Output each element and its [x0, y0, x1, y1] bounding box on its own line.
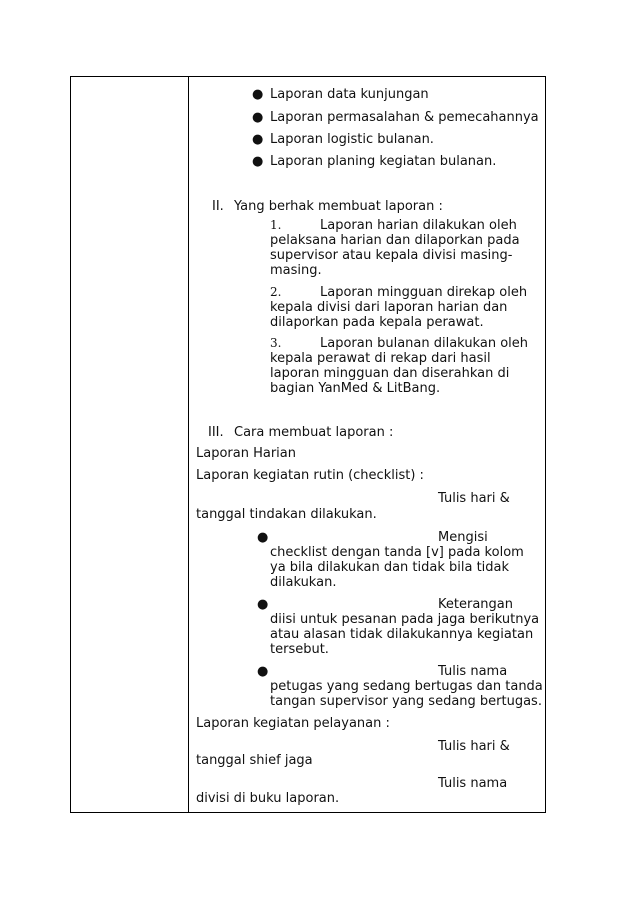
paragraph-line: Keterangan [438, 597, 513, 612]
paragraph-line: Tulis nama [438, 664, 508, 679]
bullet-icon: ● [252, 87, 264, 102]
paragraph-line: kepala divisi dari laporan harian dan [270, 300, 508, 315]
section-heading: Yang berhak membuat laporan : [234, 199, 443, 214]
paragraph-line: dilaporkan pada kepala perawat. [270, 315, 484, 330]
paragraph-line: Tulis hari & [438, 739, 510, 754]
item-number: 2. [270, 285, 282, 299]
list-item: Laporan logistic bulanan. [270, 132, 434, 147]
item-number: 1. [270, 218, 282, 232]
list-item: Laporan permasalahan & pemecahannya [270, 110, 539, 125]
paragraph-line: laporan mingguan dan diserahkan di [270, 366, 510, 381]
bullet-icon: ● [257, 664, 269, 679]
paragraph-line: masing. [270, 263, 322, 278]
paragraph-line: checklist dengan tanda [v] pada kolom [270, 545, 524, 560]
item-number: 3. [270, 336, 282, 350]
section-heading: Cara membuat laporan : [234, 425, 394, 440]
paragraph-line: Laporan harian dilakukan oleh [320, 218, 517, 233]
paragraph-line: diisi untuk pesanan pada jaga berikutnya [270, 612, 540, 627]
table-column-divider [188, 76, 189, 813]
paragraph-line: atau alasan tidak dilakukannya kegiatan [270, 627, 534, 642]
paragraph-line: tanggal shief jaga [196, 753, 313, 768]
bullet-icon: ● [257, 597, 269, 612]
bullet-icon: ● [252, 110, 264, 125]
paragraph-line: Laporan bulanan dilakukan oleh [320, 336, 528, 351]
subheading: Laporan Harian [196, 446, 297, 461]
paragraph-line: Laporan mingguan direkap oleh [320, 285, 528, 300]
paragraph-line: pelaksana harian dan dilaporkan pada [270, 233, 520, 248]
paragraph-line: dilakukan. [270, 575, 337, 590]
paragraph-line: Mengisi [438, 530, 488, 545]
bullet-icon: ● [252, 132, 264, 147]
paragraph-line: tangan supervisor yang sedang bertugas. [270, 694, 542, 709]
paragraph-line: petugas yang sedang bertugas dan tanda [270, 679, 543, 694]
list-item: Laporan planing kegiatan bulanan. [270, 154, 497, 169]
paragraph-line: kepala perawat di rekap dari hasil [270, 351, 491, 366]
list-item: Laporan data kunjungan [270, 87, 429, 102]
section-numeral: III. [208, 425, 224, 440]
paragraph-line: Tulis nama [438, 776, 508, 791]
subheading: Laporan kegiatan pelayanan : [196, 716, 390, 731]
paragraph-line: bagian YanMed & LitBang. [270, 381, 441, 396]
section-numeral: II. [212, 199, 224, 214]
paragraph-line: tersebut. [270, 642, 329, 657]
paragraph-line: ya bila dilakukan dan tidak bila tidak [270, 560, 510, 575]
paragraph-line: divisi di buku laporan. [196, 791, 340, 806]
bullet-icon: ● [252, 154, 264, 169]
bullet-icon: ● [257, 530, 269, 545]
paragraph-line: supervisor atau kepala divisi masing- [270, 248, 513, 263]
paragraph-line: Tulis hari & [438, 491, 510, 506]
paragraph-line: tanggal tindakan dilakukan. [196, 507, 377, 522]
subheading: Laporan kegiatan rutin (checklist) : [196, 468, 424, 483]
